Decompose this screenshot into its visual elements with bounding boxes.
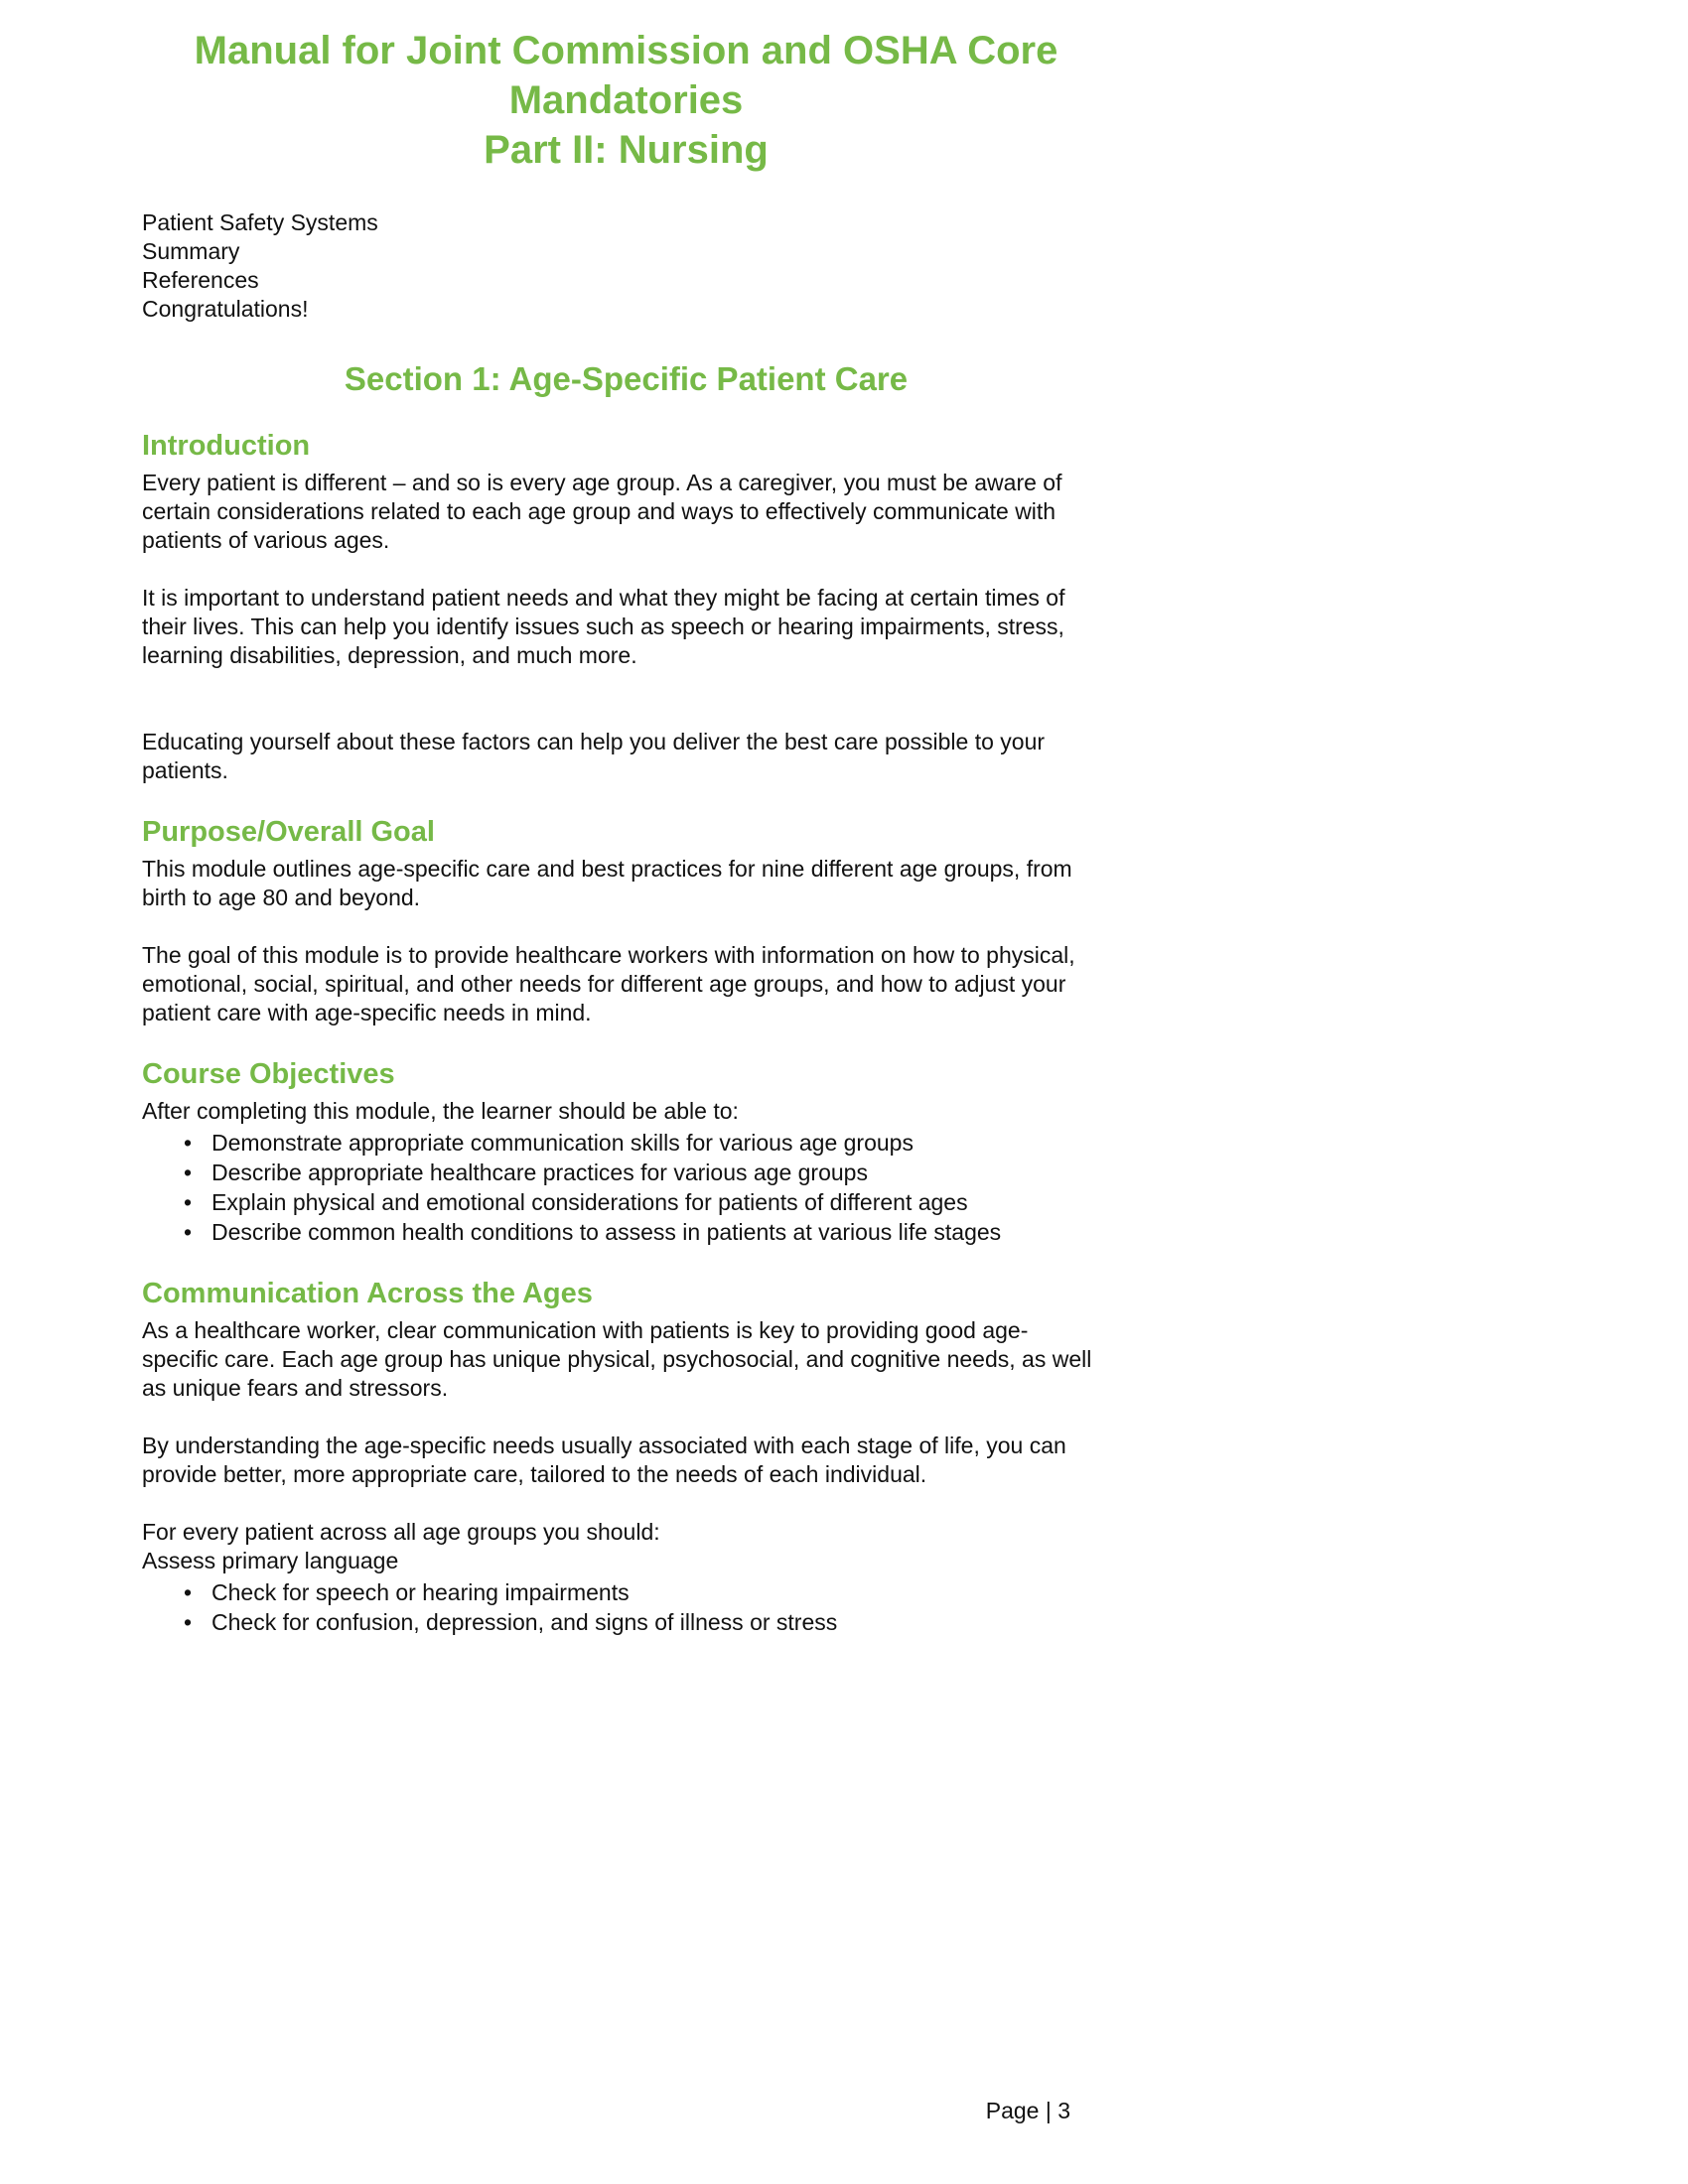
document-title-line1: Manual for Joint Commission and OSHA Core Mandatories xyxy=(194,29,1058,122)
toc-item-references: References xyxy=(142,267,259,293)
purpose-paragraph-2: The goal of this module is to provide healthcare workers with information on how to physical, emotional, social, spiritual, and other needs for different age groups, and how to adjust your patient care with age-specific needs in mind. xyxy=(142,942,1075,1025)
introduction-heading: Introduction xyxy=(142,430,311,462)
toc-list xyxy=(142,208,1110,324)
communication-bullet-list xyxy=(142,1577,1110,1637)
toc-item-congratulations: Congratulations! xyxy=(142,296,309,322)
document-title-line2: Part II: Nursing xyxy=(484,128,769,172)
toc-item-summary: Summary xyxy=(142,238,240,264)
communication-line-1: For every patient across all age groups you should: xyxy=(142,1519,660,1545)
document-title xyxy=(142,26,1110,175)
communication-paragraph-2: By understanding the age-specific needs usually associated with each stage of life, you can provide better, more appropriate care, tailored to the needs of each individual. xyxy=(142,1433,1066,1487)
objective-item: • Describe common health conditions to assess in patients at various life stages xyxy=(142,1217,1110,1247)
course-objectives-bullet-list xyxy=(142,1128,1110,1247)
communication-check-item: • Check for speech or hearing impairments xyxy=(142,1577,1110,1607)
communication-check-item: • Check for confusion, depression, and signs of illness or stress xyxy=(142,1607,1110,1637)
page-number-footer: Page | 3 xyxy=(985,2098,1070,2123)
course-objectives-intro: After completing this module, the learner should be able to: xyxy=(142,1098,739,1124)
document-content xyxy=(142,0,1110,1637)
introduction-paragraph-3: Educating yourself about these factors can help you deliver the best care possible to your patients. xyxy=(142,729,1046,783)
purpose-heading: Purpose/Overall Goal xyxy=(142,816,435,848)
section-1-heading: Section 1: Age-Specific Patient Care xyxy=(344,360,909,397)
course-objectives-heading: Course Objectives xyxy=(142,1058,395,1090)
objective-item: • Demonstrate appropriate communication skills for various age groups xyxy=(142,1128,1110,1158)
communication-heading: Communication Across the Ages xyxy=(142,1278,593,1309)
purpose-paragraph-1: This module outlines age-specific care and best practices for nine different age groups, from birth to age 80 and beyond. xyxy=(142,856,1072,910)
introduction-paragraph-2: It is important to understand patient needs and what they might be facing at certain times of their lives. This can help you identify issues such as speech or hearing impairments, stress, learning disabilities, depression, and much more. xyxy=(142,585,1065,668)
introduction-paragraph-1: Every patient is different – and so is every age group. As a caregiver, you must be aware of certain considerations related to each age group and ways to effectively communicate with patients of various ages. xyxy=(142,470,1062,553)
toc-item-patient-safety-systems: Patient Safety Systems xyxy=(142,209,378,235)
objective-item: • Describe appropriate healthcare practices for various age groups xyxy=(142,1158,1110,1187)
communication-line-2: Assess primary language xyxy=(142,1548,399,1573)
communication-paragraph-3 xyxy=(142,1518,1110,1575)
objective-item: • Explain physical and emotional considerations for patients of different ages xyxy=(142,1187,1110,1217)
communication-paragraph-1: As a healthcare worker, clear communication with patients is key to providing good age- specific care. Each age group has unique physical, psychosocial, and cognitive needs, as well as unique fears and stressors. xyxy=(142,1317,1092,1401)
